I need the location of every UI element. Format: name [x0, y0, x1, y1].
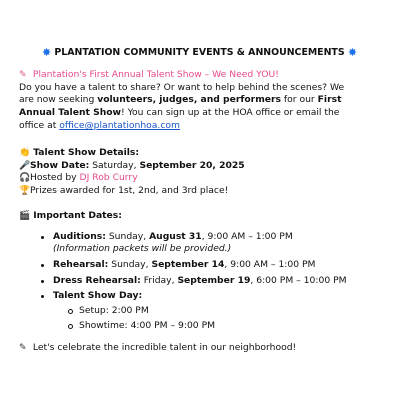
list-item [53, 290, 390, 333]
intro-line-3 [19, 107, 390, 120]
headline-text: Plantation's First Annual Talent Show – We Need YOU! [32, 68, 279, 80]
auditions-date: August 31 [149, 230, 202, 242]
dress-rehearsal-time: , 6:00 PM – 10:00 PM [250, 274, 347, 286]
prize-text: Prizes awarded for 1st, 2nd, and 3rd place! [30, 184, 229, 196]
intro-text: office at [19, 120, 60, 132]
intro-line-2 [19, 94, 390, 107]
show-date-text: Saturday, [89, 159, 140, 171]
closing-line [19, 342, 390, 353]
rehearsal-time: , 9:00 AM – 1:00 PM [224, 258, 316, 270]
page-title [19, 47, 390, 60]
intro-line-1: Do you have a talent to share? Or want to help behind the scenes? We [19, 81, 345, 93]
auditions-text: Sunday, [105, 230, 150, 242]
details-section [19, 147, 390, 197]
details-title-text: Talent Show Details: [33, 147, 140, 159]
intro-text: ! You can sign up at the HOA office or email the [121, 107, 340, 119]
list-item: Showtime: 4:00 PM – 9:00 PM [79, 320, 390, 333]
prize-line [19, 185, 390, 198]
dates-section [19, 210, 390, 333]
closing-text: Let's celebrate the incredible talent in our neighborhood! [32, 341, 297, 353]
list-item [53, 259, 390, 272]
microphone-icon: 🎤 [19, 160, 31, 171]
rehearsal-label: Rehearsal: [53, 258, 109, 270]
clapperboard-icon: 🎬 [19, 211, 31, 222]
intro-text: are now seeking [19, 94, 98, 106]
announcement-block [19, 69, 390, 134]
dress-rehearsal-date: September 19 [177, 274, 251, 286]
dates-list [19, 231, 390, 333]
auditions-note: (Information packets will be provided.) [53, 243, 232, 255]
show-day-label: Talent Show Day: [53, 290, 143, 302]
rehearsal-date: September 14 [151, 258, 225, 270]
dates-title [19, 210, 390, 223]
intro-bold-text: Annual Talent Show [19, 107, 122, 119]
dress-rehearsal-text: Friday, [140, 274, 178, 286]
host-name: DJ Rob Curry [79, 172, 138, 184]
announcement-headline [19, 69, 390, 82]
intro-bold-text: First [317, 94, 342, 106]
gear-icon: ✸ [41, 46, 52, 59]
clapping-hands-icon: 👏 [19, 148, 31, 159]
page-title-text: PLANTATION COMMUNITY EVENTS & ANNOUNCEMENTS [54, 47, 345, 58]
auditions-label: Auditions: [53, 230, 106, 242]
show-date [19, 160, 390, 173]
auditions-time: , 9:00 AM – 1:00 PM [201, 230, 293, 242]
intro-bold-text: volunteers, judges, and performers [97, 94, 282, 106]
show-day-sublist [53, 305, 390, 333]
host-prefix: Hosted by [30, 172, 80, 184]
pencil-icon: ✎ [19, 342, 27, 353]
paintbrush-icon: ✎ [19, 69, 27, 80]
list-item: Setup: 2:00 PM [79, 305, 390, 318]
trophy-icon: 🏆 [19, 185, 31, 196]
host-line [19, 172, 390, 185]
intro-line-4 [19, 120, 390, 133]
list-item [53, 231, 390, 256]
dress-rehearsal-label: Dress Rehearsal: [53, 274, 141, 286]
intro-text: for our [281, 94, 318, 106]
headphones-icon: 🎧 [19, 173, 31, 184]
gear-icon: ✸ [347, 46, 358, 59]
list-item [53, 275, 390, 288]
email-link[interactable]: office@plantationhoa.com [59, 120, 180, 132]
details-title [19, 147, 390, 160]
show-date-value: September 20, 2025 [139, 159, 245, 171]
show-date-label: Show Date: [30, 159, 90, 171]
rehearsal-text: Sunday, [108, 258, 152, 270]
dates-title-text: Important Dates: [33, 210, 122, 222]
